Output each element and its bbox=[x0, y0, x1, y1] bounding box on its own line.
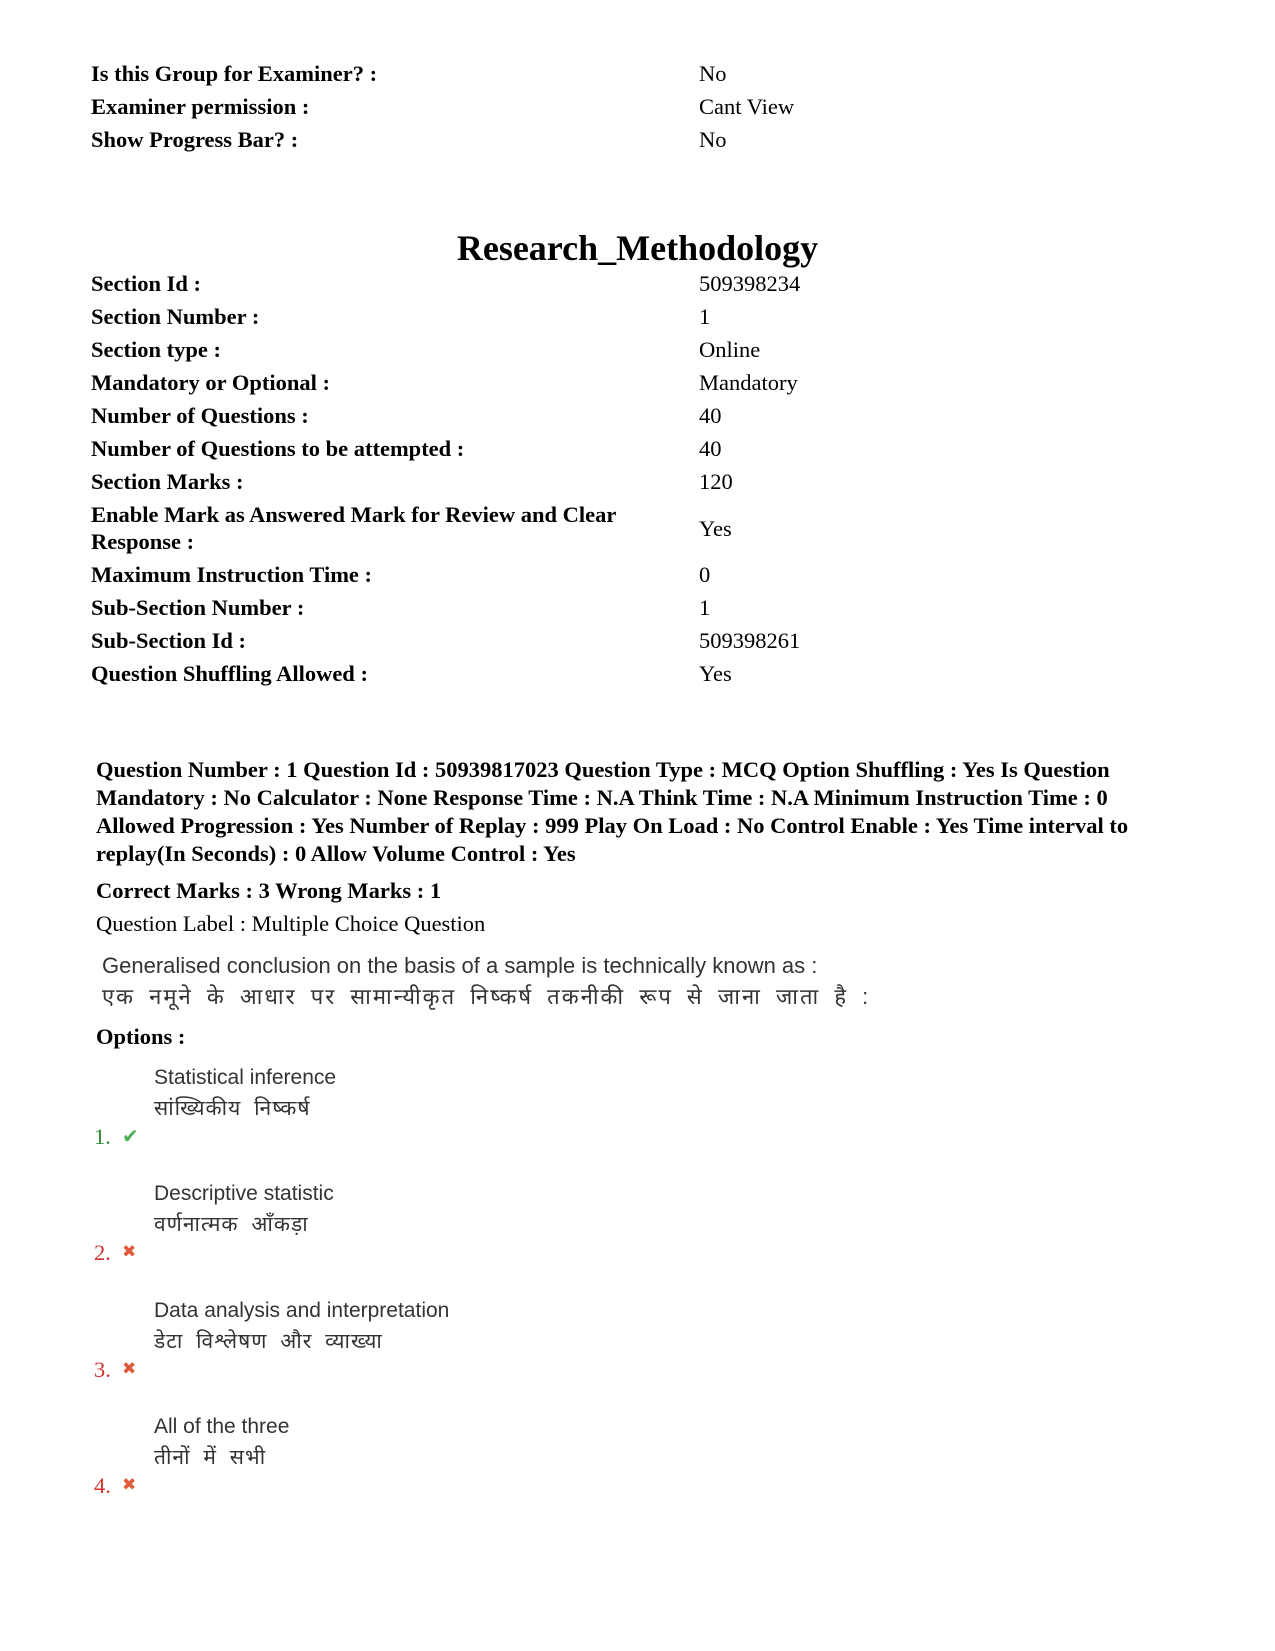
option-text bbox=[154, 1411, 289, 1473]
section-info-label: Number of Questions : bbox=[91, 403, 309, 428]
section-info-label: Section Marks : bbox=[91, 469, 244, 494]
section-info-label: Mandatory or Optional : bbox=[91, 370, 330, 395]
cross-icon: ✖ bbox=[122, 1359, 137, 1379]
section-info-value: Yes bbox=[699, 661, 732, 686]
section-info-row bbox=[91, 624, 1191, 657]
cross-icon: ✖ bbox=[122, 1242, 137, 1262]
section-info-label: Maximum Instruction Time : bbox=[91, 562, 373, 587]
group-info-label: Is this Group for Examiner? : bbox=[91, 61, 378, 86]
option-4[interactable] bbox=[94, 1411, 794, 1501]
group-info-row bbox=[91, 123, 1191, 156]
section-info-value: Yes bbox=[699, 515, 732, 541]
section-info-label: Number of Questions to be attempted : bbox=[91, 436, 465, 461]
section-info-table bbox=[91, 267, 1191, 690]
section-info-row bbox=[91, 432, 1191, 465]
option-text-english: Descriptive statistic bbox=[154, 1182, 334, 1205]
section-info-row bbox=[91, 267, 1191, 300]
option-number: 4. bbox=[94, 1473, 111, 1498]
section-info-row bbox=[91, 333, 1191, 366]
section-info-label: Section Number : bbox=[91, 304, 260, 329]
section-info-value: 40 bbox=[699, 436, 722, 461]
section-info-row bbox=[91, 591, 1191, 624]
section-info-value: 509398234 bbox=[699, 271, 801, 296]
option-1[interactable] bbox=[94, 1062, 794, 1152]
option-text-english: Statistical inference bbox=[154, 1066, 337, 1089]
option-number: 3. bbox=[94, 1357, 111, 1382]
section-info-row bbox=[91, 498, 1191, 558]
section-info-value: Mandatory bbox=[699, 370, 798, 395]
section-info-value: 509398261 bbox=[699, 628, 801, 653]
option-text-hindi: वर्णनात्मक आँकड़ा bbox=[154, 1213, 309, 1236]
option-text-english: Data analysis and interpretation bbox=[154, 1299, 450, 1322]
group-info-label: Examiner permission : bbox=[91, 94, 310, 119]
section-info-label: Section type : bbox=[91, 337, 221, 362]
section-info-value: 1 bbox=[699, 595, 711, 620]
section-info-value: 1 bbox=[699, 304, 711, 329]
group-info-value: Cant View bbox=[699, 94, 795, 119]
group-info-row bbox=[91, 90, 1191, 123]
option-text-hindi: तीनों में सभी bbox=[154, 1446, 267, 1469]
option-number: 1. bbox=[94, 1124, 111, 1149]
group-info-label: Show Progress Bar? : bbox=[91, 127, 299, 152]
section-info-row bbox=[91, 366, 1191, 399]
section-info-label: Sub-Section Number : bbox=[91, 595, 305, 620]
check-icon: ✔ bbox=[122, 1124, 139, 1148]
option-3[interactable] bbox=[94, 1295, 794, 1385]
section-info-value: 0 bbox=[699, 562, 711, 587]
question-label: Question Label : Multiple Choice Question bbox=[96, 911, 486, 936]
section-info-label: Enable Mark as Answered Mark for Review and Clear Response : bbox=[91, 502, 616, 554]
option-text bbox=[154, 1062, 336, 1124]
section-info-row bbox=[91, 657, 1191, 690]
question-marks: Correct Marks : 3 Wrong Marks : 1 bbox=[96, 878, 442, 903]
group-info-row bbox=[91, 57, 1191, 90]
section-info-row bbox=[91, 300, 1191, 333]
group-info-value: No bbox=[699, 61, 727, 86]
group-info-table bbox=[91, 57, 1191, 156]
section-info-row bbox=[91, 558, 1191, 591]
option-text bbox=[154, 1178, 334, 1240]
question-text-english: Generalised conclusion on the basis of a sample is technically known as : bbox=[102, 953, 818, 978]
option-text-english: All of the three bbox=[154, 1415, 290, 1438]
cross-icon: ✖ bbox=[122, 1475, 137, 1495]
section-info-value: 120 bbox=[699, 469, 733, 494]
question-text-hindi: एक नमूने के आधार पर सामान्यीकृत निष्कर्ष तकनीकी रूप से जाना जाता है : bbox=[102, 984, 871, 1009]
section-info-row bbox=[91, 465, 1191, 498]
question-text bbox=[102, 950, 870, 1012]
option-text-hindi: डेटा विश्लेषण और व्याख्या bbox=[154, 1330, 383, 1353]
option-number: 2. bbox=[94, 1240, 111, 1265]
section-info-value: Online bbox=[699, 337, 761, 362]
group-info-value: No bbox=[699, 127, 727, 152]
option-text bbox=[154, 1295, 449, 1357]
section-info-label: Sub-Section Id : bbox=[91, 628, 247, 653]
options-label: Options : bbox=[96, 1024, 186, 1049]
section-info-row bbox=[91, 399, 1191, 432]
option-text-hindi: सांख्यिकीय निष्कर्ष bbox=[154, 1097, 311, 1120]
section-info-label: Question Shuffling Allowed : bbox=[91, 661, 368, 686]
option-2[interactable] bbox=[94, 1178, 794, 1268]
section-title: Research_Methodology bbox=[456, 228, 819, 268]
section-info-label: Section Id : bbox=[91, 271, 202, 296]
section-info-value: 40 bbox=[699, 403, 722, 428]
question-meta: Question Number : 1 Question Id : 50939817023 Question Type : MCQ Option Shuffling : Yes Is Question Mandatory : No Calculator : None Response Time : N.A Think Time : N.A Minimum Instruction Time : 0 Allowed Progression : Yes Number of Replay : 999 Play On Load : No Control Enable : Yes Time interval to replay(In Seconds) : 0 Allow Volume Control : Yes bbox=[96, 757, 1129, 866]
